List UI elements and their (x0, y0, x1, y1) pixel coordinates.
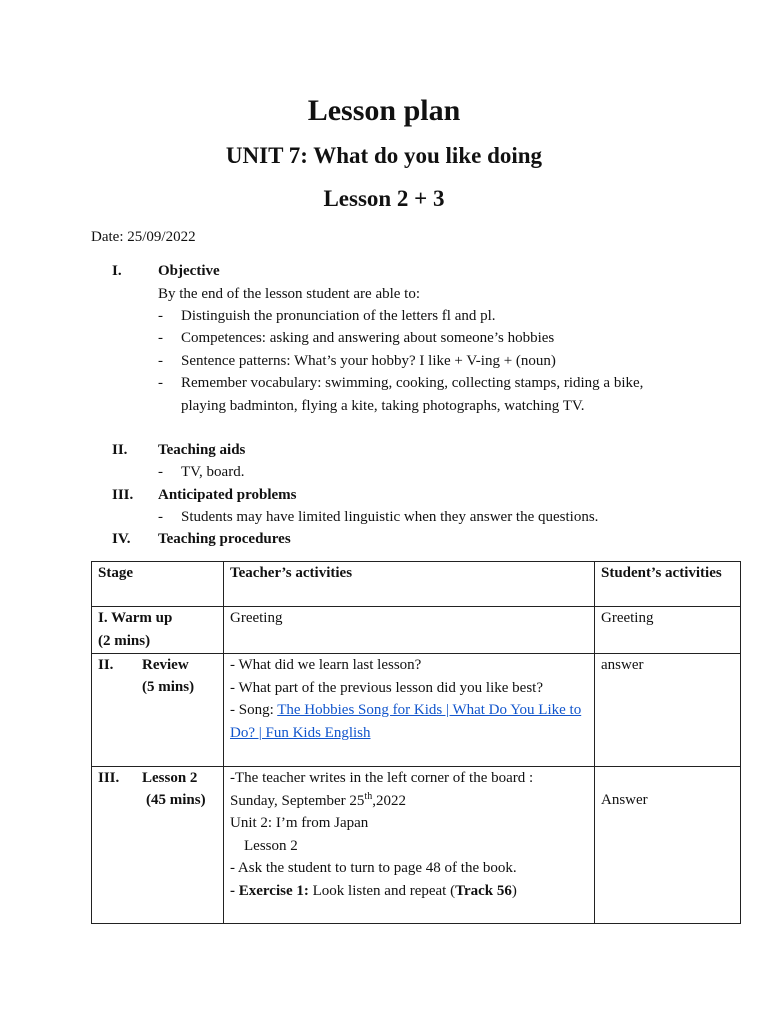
stage-cell: II. Review (5 mins) (92, 654, 224, 767)
section-title: Objective (158, 263, 220, 279)
lesson-title: Lesson 2 + 3 (323, 186, 445, 211)
section-number: IV. (112, 531, 131, 547)
procedures-table (91, 561, 741, 924)
section-title: Teaching aids (158, 442, 246, 458)
song-link[interactable]: The Hobbies Song for Kids | What Do You Like to Do? | Fun Kids English (230, 702, 582, 741)
section-title: Anticipated problems (158, 487, 297, 503)
section-title: Teaching procedures (158, 531, 291, 547)
student-cell: answer (595, 654, 741, 767)
page-title: Lesson plan (307, 94, 461, 127)
table-row (92, 607, 741, 654)
unit-title: UNIT 7: What do you like doing (225, 143, 543, 168)
teacher-cell: -The teacher writes in the left corner of the board : Sunday, September 25th,2022 Unit 2: I’m from Japan Lesson 2 - Ask the student to turn to page 48 of the book. - Exercise 1: Look listen and repeat (Track 56) (224, 767, 595, 924)
student-cell: Answer (595, 767, 741, 924)
teacher-cell: Greeting (224, 607, 595, 654)
teacher-cell: - What did we learn last lesson? - What part of the previous lesson did you like best? - Song: The Hobbies Song for Kids | What Do You Like to Do? | Fun Kids English (224, 654, 595, 767)
table-header-row (92, 562, 741, 607)
objective-intro: By the end of the lesson student are able to: (158, 286, 421, 302)
section-number: I. (112, 263, 122, 279)
header-student-activities: Student’s activities (595, 562, 741, 607)
student-cell: Greeting (595, 607, 741, 654)
header-teacher-activities: Teacher’s activities (224, 562, 595, 607)
section-number: III. (112, 487, 134, 503)
table-row (92, 654, 741, 767)
table-row (92, 767, 741, 924)
document-page: Lesson plan UNIT 7: What do you like doing Lesson 2 + 3 Date: 25/09/2022 I. Objective By the end of the lesson student are able to: - Distinguish the pronunciation of the letters fl and pl. - Competences: asking and answering about someone’s hobbies - Sentence patterns: What’s your hobby? I like + V-ing + (noun) - Remember vocabulary: swimming, cooking, collecting stamps, riding a bike, playing badminton, flying a kite, taking photographs, watching TV. II. Teaching aids - TV, board. III. Anticipated problems - Students may have limited linguistic when they answer the questions. IV. Teaching procedures Stage Teacher’s activities Student’s activities I. Warm up (2 mins) Greeting Greeting II. Review (5 mins) - What did we learn last lesson? - What part of the previous lesson did you like best? - Song: The Hobbies Song for Kids | What Do You Like to Do? | Fun Kids English answer III. Lesson 2 (45 mins) -The teacher writes in the left corner of the board : Sunday, September 25th,2022 Unit 2: I’m from Japan Lesson 2 - Ask the student to turn to page 48 of the book. - Exercise 1: Look listen and repeat (Track 56) Answer (0, 0, 768, 1024)
stage-cell: I. Warm up (2 mins) (92, 607, 224, 654)
date-line: Date: 25/09/2022 (91, 229, 196, 245)
stage-cell: III. Lesson 2 (45 mins) (92, 767, 224, 924)
header-stage: Stage (92, 562, 224, 607)
section-number: II. (112, 442, 128, 458)
